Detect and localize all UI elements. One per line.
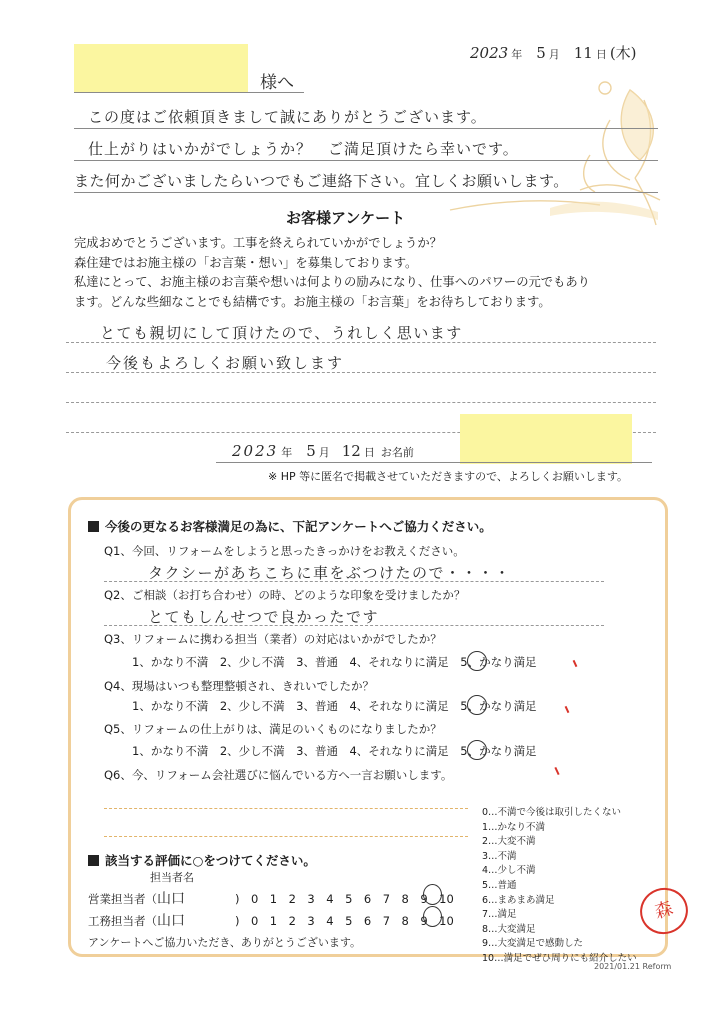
header-date-weekday: (木) bbox=[609, 44, 637, 62]
legend-item: 7…満足 bbox=[482, 909, 517, 921]
question-6: Q6、今、リフォーム会社選びに悩んでいる方へ一言お願いします。 bbox=[104, 768, 453, 782]
square-bullet-icon bbox=[88, 855, 99, 866]
question-5: Q5、リフォームの仕上がりは、満足のいくものになりましたか？ bbox=[104, 722, 442, 736]
salutation-suffix: 様へ bbox=[260, 73, 294, 93]
name-label: お名前 bbox=[380, 446, 414, 459]
legend-item: 9…大変満足で感動した bbox=[482, 938, 584, 950]
staff-label: 担当者名 bbox=[150, 871, 194, 884]
answer-2-rule bbox=[104, 625, 604, 626]
works-scale: ) 0 1 2 3 4 5 6 7 8 9 10 bbox=[235, 914, 454, 928]
sign-underline bbox=[216, 462, 652, 463]
comment-rule-3 bbox=[66, 402, 656, 403]
survey-intro-line: 森住建ではお施主様の「お言葉・想い」を募集しております。 bbox=[74, 255, 418, 270]
legend-item: 1…かなり不満 bbox=[482, 821, 546, 833]
letter-rule-3 bbox=[74, 192, 658, 193]
comment-rule-2 bbox=[66, 372, 656, 373]
legend-item: 5…普通 bbox=[482, 879, 517, 891]
question-3-selection-circle bbox=[467, 651, 487, 671]
survey-title: お客様アンケート bbox=[286, 209, 406, 227]
survey-intro-line: ます。どんな些細なことでも結構です。お施主様の「お言葉」をお待ちしております。 bbox=[74, 294, 551, 309]
anonymous-note: ※ HP 等に匿名で掲載させていただきますので、よろしくお願いします。 bbox=[268, 470, 629, 483]
works-name: 山口 bbox=[157, 913, 185, 929]
q6-rule-2 bbox=[104, 836, 468, 837]
letter-line-2: 仕上がりはいかがでしょうか？ ご満足頂けたら幸いです。 bbox=[88, 140, 519, 158]
header-date-day-unit: 日 bbox=[595, 48, 607, 61]
question-4-options: 1、かなり不満 2、少し不満 3、普通 4、それなりに満足 5、かなり満足 bbox=[132, 699, 537, 713]
question-3-options: 1、かなり不満 2、少し不満 3、普通 4、それなりに満足 5、かなり満足 bbox=[132, 655, 537, 669]
comment-rule-1 bbox=[66, 342, 656, 343]
sales-name: 山口 bbox=[157, 891, 185, 907]
answer-1-rule bbox=[104, 581, 604, 582]
comment-line-1: とても親切にして頂けたので、うれしく思います bbox=[100, 324, 463, 342]
thanks-text: アンケートへご協力いただき、ありがとうございます。 bbox=[88, 936, 362, 949]
sign-date bbox=[232, 442, 414, 460]
question-5-options: 1、かなり不満 2、少し不満 3、普通 4、それなりに満足 5、かなり満足 bbox=[132, 744, 537, 758]
question-3: Q3、リフォームに携わる担当（業者）の対応はいかがでしたか？ bbox=[104, 632, 442, 646]
header-date-year: 2023 bbox=[470, 44, 509, 62]
question-2: Q2、ご相談（お打ち合わせ）の時、どのような印象を受けましたか？ bbox=[104, 588, 466, 602]
rating-heading bbox=[88, 851, 316, 869]
salutation-underline bbox=[74, 92, 304, 93]
works-row bbox=[88, 910, 454, 930]
sales-scale: ) 0 1 2 3 4 5 6 7 8 9 10 bbox=[235, 892, 454, 906]
letter-rule-1 bbox=[74, 128, 658, 129]
legend-item: 2…大変不満 bbox=[482, 836, 536, 848]
survey-intro bbox=[74, 234, 590, 312]
header-date-month-unit: 月 bbox=[548, 48, 560, 61]
legend-item: 6…まあまあ満足 bbox=[482, 894, 555, 906]
legend-item: 3…不満 bbox=[482, 850, 517, 862]
q6-rule-1 bbox=[104, 808, 468, 809]
question-5-selection-circle bbox=[467, 740, 487, 760]
sign-year: 2023 bbox=[232, 442, 279, 460]
questionnaire-heading-text: 今後の更なるお客様満足の為に、下記アンケートへご協力ください。 bbox=[105, 519, 492, 534]
legend-item: 4…少し不満 bbox=[482, 865, 536, 877]
sign-month-unit: 月 bbox=[318, 446, 330, 459]
footer-version: 2021/01.21 Reform bbox=[594, 962, 672, 971]
legend-item: 10…満足でぜひ周りにも紹介したい bbox=[482, 952, 637, 964]
sales-label: 営業担当者（ bbox=[88, 892, 157, 906]
sign-day: 12 bbox=[341, 442, 361, 460]
answer-2: とてもしんせつで良かったです bbox=[148, 608, 380, 626]
rating-heading-text: 該当する評価に○をつけてください。 bbox=[105, 853, 316, 868]
square-bullet-icon bbox=[88, 521, 99, 532]
stamp-text: 森 bbox=[652, 897, 676, 924]
comment-line-2: 今後もよろしくお願い致します bbox=[106, 354, 345, 372]
question-1: Q1、今回、リフォームをしようと思ったきっかけをお教えください。 bbox=[104, 544, 465, 558]
header-date-month: 5 bbox=[536, 44, 546, 62]
works-rating-circle bbox=[423, 906, 442, 927]
answer-1: タクシーがあちこちに車をぶつけたので・・・・ bbox=[148, 564, 512, 582]
redacted-signature-highlight bbox=[460, 414, 632, 464]
redacted-name-highlight bbox=[74, 44, 248, 92]
survey-intro-line: 完成おめでとうございます。工事を終えられていかがでしょうか？ bbox=[74, 236, 442, 250]
rating-legend bbox=[482, 806, 637, 967]
legend-item: 0…不満で今後は取引したくない bbox=[482, 807, 622, 818]
survey-intro-line: 私達にとって、お施主様のお言葉や想いは何よりの励みになり、仕事へのパワーの元でもあり bbox=[74, 275, 590, 289]
header-date-year-unit: 年 bbox=[511, 48, 523, 61]
legend-item: 8…大変満足 bbox=[482, 923, 536, 935]
question-4-selection-circle bbox=[467, 695, 487, 715]
sign-month: 5 bbox=[306, 442, 316, 460]
header-date-day: 11 bbox=[573, 44, 593, 62]
sales-row bbox=[88, 888, 454, 908]
letter-line-1: この度はご依頼頂きまして誠にありがとうございます。 bbox=[88, 108, 487, 126]
letter-line-3: また何かございましたらいつでもご連絡下さい。宜しくお願いします。 bbox=[74, 172, 569, 190]
works-label: 工務担当者（ bbox=[88, 914, 157, 928]
sales-rating-circle bbox=[423, 884, 442, 905]
questionnaire-heading bbox=[88, 517, 492, 535]
sign-day-unit: 日 bbox=[363, 446, 375, 459]
letter-rule-2 bbox=[74, 160, 658, 161]
question-4: Q4、現場はいつも整理整頓され、きれいでしたか？ bbox=[104, 679, 375, 693]
sign-year-unit: 年 bbox=[281, 446, 293, 459]
